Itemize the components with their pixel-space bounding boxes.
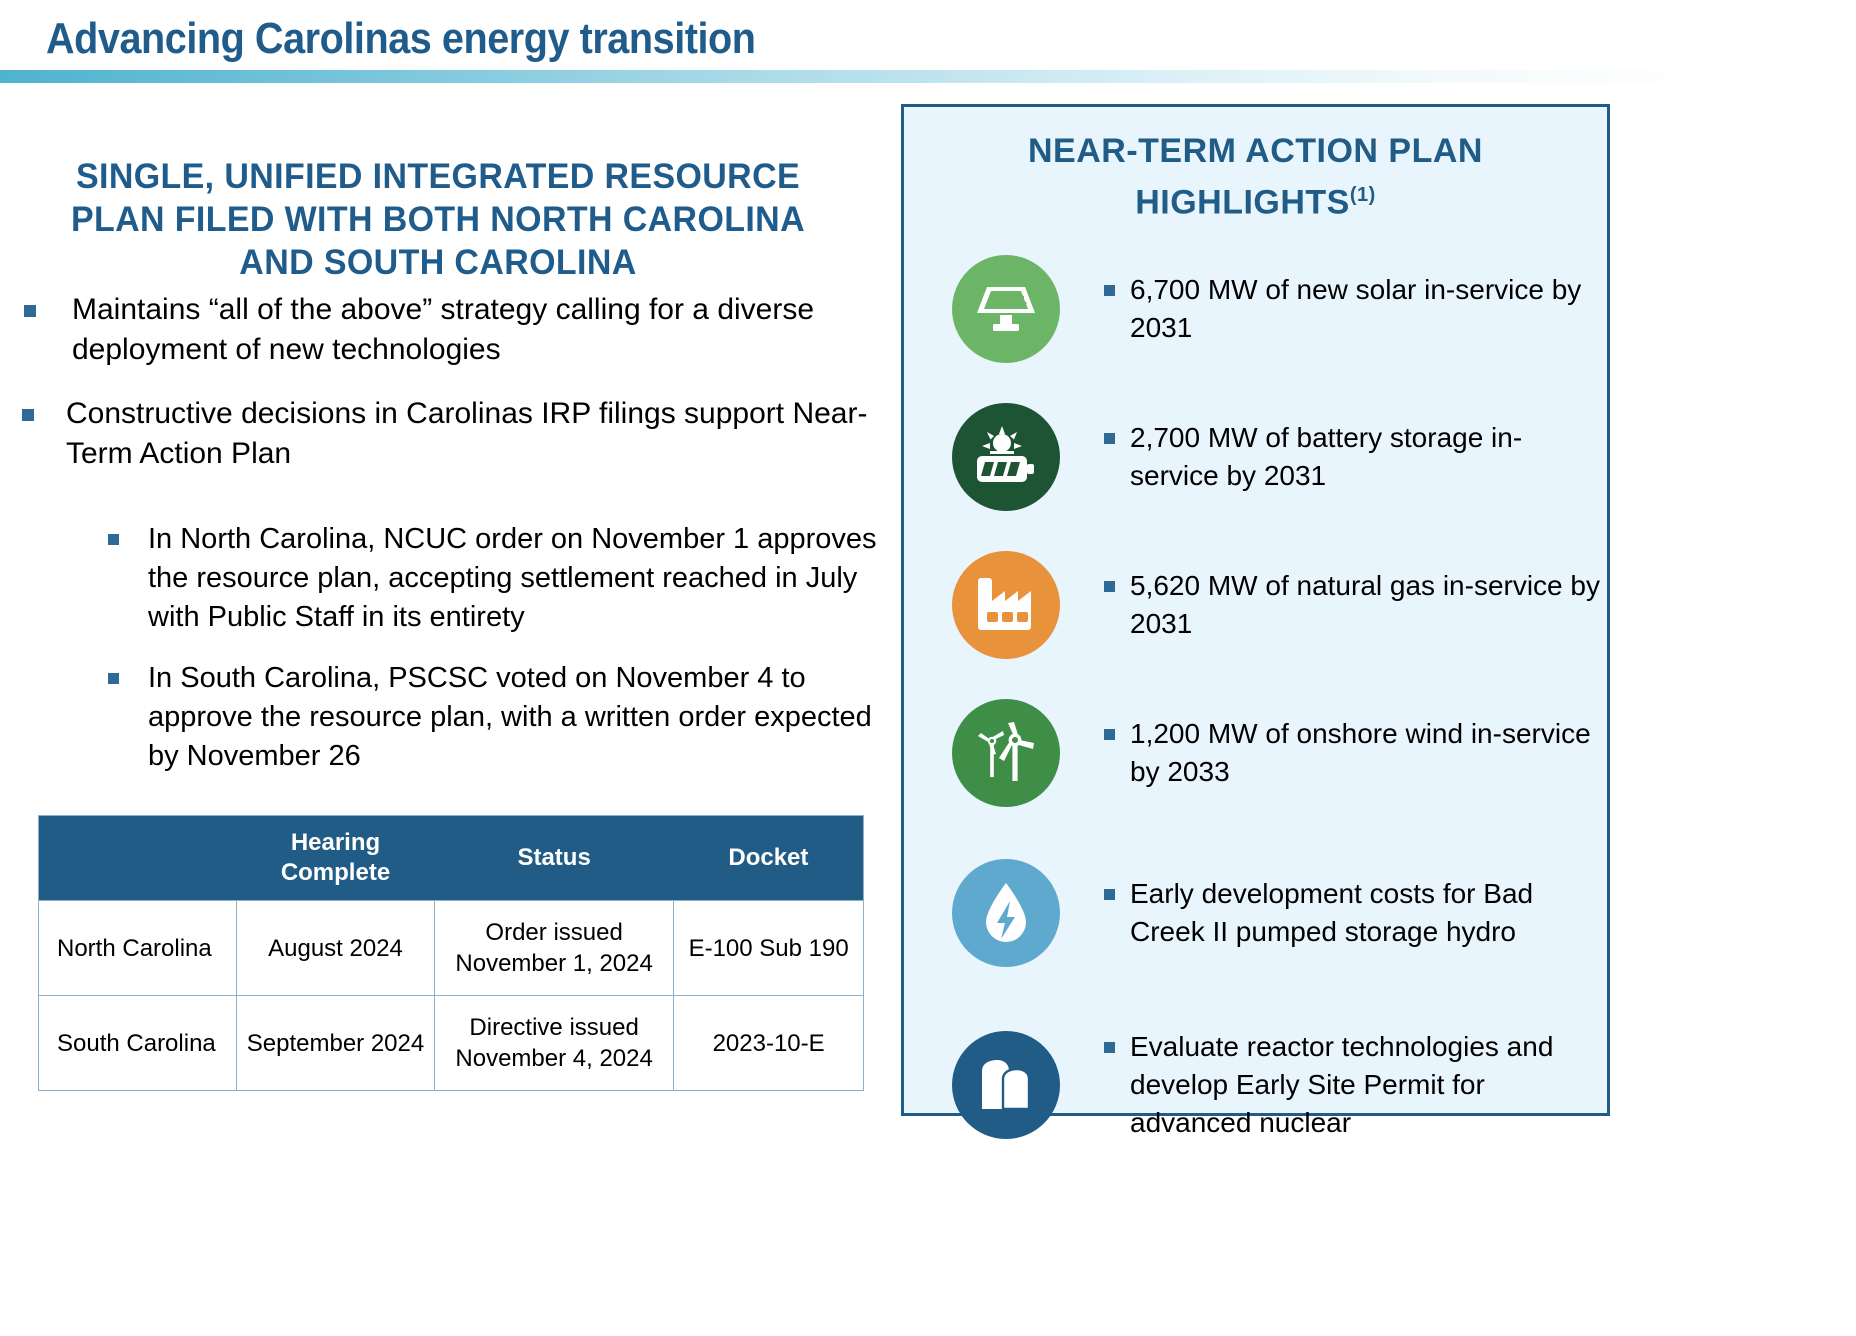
bullet-square-icon (1104, 581, 1115, 592)
bullet-text: Constructive decisions in Carolinas IRP filings support Near-Term Action Plan (66, 397, 868, 470)
bullet-text: In South Carolina, PSCSC voted on November 4 to approve the resource plan, with a written order expected by November 26 (148, 662, 872, 772)
list-item (904, 679, 1613, 827)
highlight-text-wrapper (1104, 875, 1600, 951)
left-content-column (0, 95, 880, 1295)
bullet-square-icon (22, 409, 34, 421)
table-row (39, 996, 864, 1091)
table-cell-state: South Carolina (39, 996, 237, 1091)
highlight-text-wrapper (1104, 271, 1600, 347)
table-cell-status: Order issued November 1, 2024 (435, 901, 674, 996)
highlight-text-wrapper (1104, 715, 1600, 791)
highlight-text-wrapper (1104, 419, 1600, 495)
section-heading: SINGLE, UNIFIED INTEGRATED RESOURCE PLAN FILED WITH BOTH NORTH CAROLINA AND SOUTH CAROLINA (70, 157, 806, 282)
nuclear-towers-icon (952, 1031, 1060, 1139)
table-cell-hearing-complete: August 2024 (237, 901, 435, 996)
list-item (904, 235, 1613, 383)
table-header-row (39, 816, 864, 901)
panel-title-line1: NEAR-TERM ACTION PLAN (1028, 132, 1483, 170)
highlights-list (904, 235, 1613, 1171)
table-cell-docket: E-100 Sub 190 (674, 901, 864, 996)
bullet-square-icon (1104, 729, 1115, 740)
footnote-marker: (1) (1349, 184, 1376, 206)
panel-title (934, 129, 1577, 224)
table-header-blank (39, 816, 237, 901)
highlight-text-wrapper (1104, 1028, 1600, 1142)
highlight-text-wrapper (1104, 567, 1600, 643)
highlight-text: Early development costs for Bad Creek II pumped storage hydro (1130, 878, 1534, 947)
bullet-text: Maintains “all of the above” strategy calling for a diverse deployment of new technologies (72, 293, 815, 366)
highlight-text: 5,620 MW of natural gas in-service by 2031 (1130, 570, 1600, 639)
table-header-hearing-complete: Hearing Complete (237, 816, 435, 901)
bullet-square-icon (108, 673, 119, 684)
table-row (39, 901, 864, 996)
list-item (904, 531, 1613, 679)
bullet-text: In North Carolina, NCUC order on November 1 approves the resource plan, accepting settlement reached in July with Public Staff in its entirety (148, 523, 877, 633)
table-cell-status: Directive issued November 4, 2024 (435, 996, 674, 1091)
bullet-square-icon (1104, 433, 1115, 444)
bullet-square-icon (1104, 889, 1115, 900)
list-item (0, 290, 880, 370)
bullet-square-icon (108, 534, 119, 545)
header-gradient-divider (0, 70, 1856, 83)
solar-panel-icon (952, 255, 1060, 363)
near-term-action-plan-panel (901, 104, 1610, 1138)
bullet-square-icon (1104, 1042, 1115, 1053)
bullet-list (0, 290, 880, 798)
list-item (904, 383, 1613, 531)
table-cell-hearing-complete: September 2024 (237, 996, 435, 1091)
table-header-docket: Docket (674, 816, 864, 901)
table-cell-state: North Carolina (39, 901, 237, 996)
list-item (0, 394, 880, 474)
panel-title-line2: HIGHLIGHTS (1135, 183, 1350, 222)
bullet-square-icon (1104, 285, 1115, 296)
irp-status-table (38, 815, 864, 1091)
battery-storage-icon (952, 403, 1060, 511)
list-item (904, 827, 1613, 999)
list-item (0, 520, 880, 637)
highlight-text: 6,700 MW of new solar in-service by 2031 (1130, 274, 1582, 343)
water-drop-bolt-icon (952, 859, 1060, 967)
page-title: Advancing Carolinas energy transition (46, 14, 756, 63)
highlight-text: 1,200 MW of onshore wind in-service by 2033 (1130, 718, 1591, 787)
factory-icon (952, 551, 1060, 659)
list-item (904, 999, 1613, 1171)
list-item (0, 659, 880, 776)
table-header-status: Status (435, 816, 674, 901)
bullet-square-icon (24, 305, 36, 317)
wind-turbine-icon (952, 699, 1060, 807)
table-cell-docket: 2023-10-E (674, 996, 864, 1091)
highlight-text: Evaluate reactor technologies and develop Early Site Permit for advanced nuclear (1130, 1031, 1554, 1138)
highlight-text: 2,700 MW of battery storage in-service by 2031 (1130, 422, 1523, 491)
